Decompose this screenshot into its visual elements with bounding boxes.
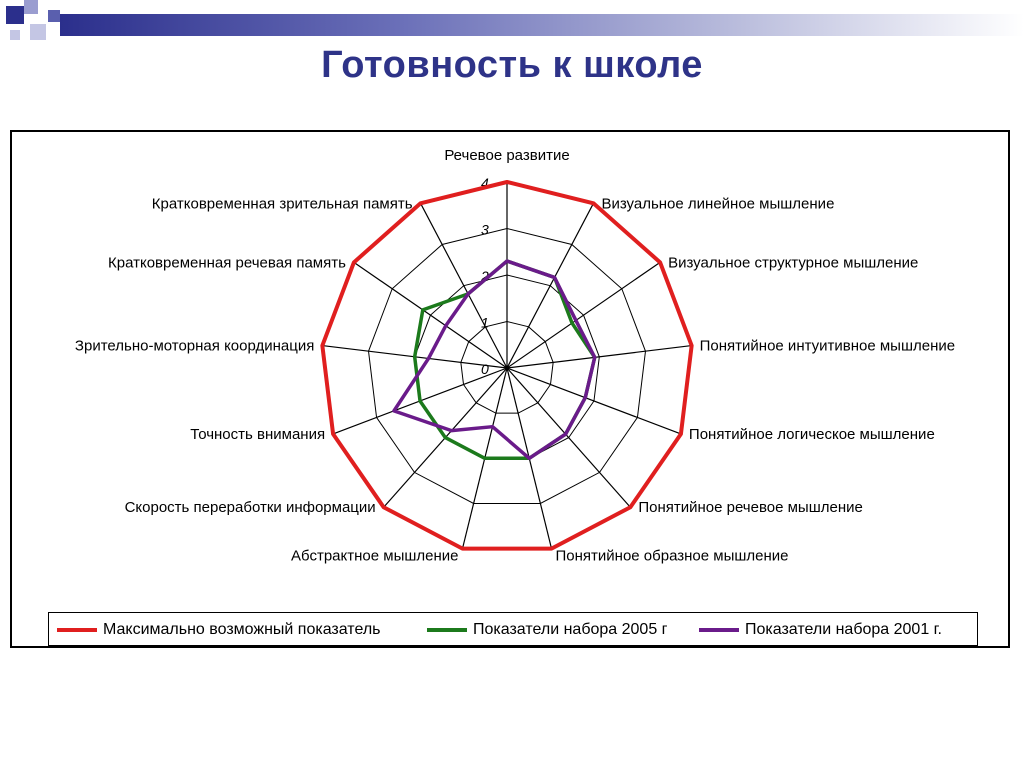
category-label-8: Скорость переработки информации xyxy=(124,499,376,517)
series-0-point-5 xyxy=(629,506,632,509)
r-tick-label-4: 4 xyxy=(481,175,489,191)
category-label-6: Понятийное образное мышление xyxy=(555,547,789,565)
series-0-point-0 xyxy=(506,181,509,184)
legend-label-max: Максимально возможный показатель xyxy=(103,621,381,638)
category-label-2: Визуальное структурное мышление xyxy=(668,254,919,272)
r-tick-label-1: 1 xyxy=(481,314,489,331)
axis-spoke-4 xyxy=(507,368,681,434)
series-2-point-1 xyxy=(553,276,556,279)
series-2-point-9 xyxy=(392,409,395,412)
series-0-point-6 xyxy=(550,547,553,550)
legend-swatch-2005 xyxy=(427,628,467,632)
series-1-point-11 xyxy=(421,308,424,311)
slide-title: Готовность к школе xyxy=(321,44,703,86)
r-tick-label-3: 3 xyxy=(481,221,489,238)
legend-label-2005: Показатели набора 2005 г xyxy=(473,621,668,638)
series-2-point-3 xyxy=(593,356,596,359)
legend-item-2001 xyxy=(699,619,942,641)
series-1-point-2 xyxy=(571,322,574,325)
legend xyxy=(48,612,978,646)
series-1-point-8 xyxy=(444,436,447,439)
category-label-10: Зрительно-моторная координация xyxy=(74,337,315,355)
category-label-4: Понятийное логическое мышление xyxy=(688,425,935,443)
legend-item-max xyxy=(57,619,381,641)
series-0-point-10 xyxy=(321,344,324,347)
category-label-12: Кратковременная зрительная память xyxy=(151,195,413,213)
category-label-1: Визуальное линейное мышление xyxy=(601,195,835,213)
series-0-point-1 xyxy=(592,202,595,205)
legend-swatch-max xyxy=(57,628,97,632)
series-2-point-0 xyxy=(506,260,509,263)
series-0-point-2 xyxy=(659,261,662,264)
series-2-point-2 xyxy=(574,319,577,322)
category-label-3: Понятийное интуитивное мышление xyxy=(699,337,956,355)
series-1-point-10 xyxy=(413,355,416,358)
series-0-point-4 xyxy=(679,432,682,435)
series-2-point-8 xyxy=(450,429,453,432)
series-0-point-11 xyxy=(352,261,355,264)
series-1-point-9 xyxy=(419,399,422,402)
series-2-point-5 xyxy=(564,433,567,436)
axis-spoke-12 xyxy=(421,203,507,368)
r-tick-label-0: 0 xyxy=(481,361,489,377)
series-0-point-3 xyxy=(690,344,693,347)
series-0-point-9 xyxy=(332,432,335,435)
series-0-point-7 xyxy=(461,547,464,550)
axis-spoke-1 xyxy=(507,203,593,368)
series-2-point-12 xyxy=(467,292,470,295)
series-1-point-7 xyxy=(483,457,486,460)
legend-label-2001: Показатели набора 2001 г. xyxy=(745,621,942,638)
category-label-7: Абстрактное мышление xyxy=(291,547,459,565)
series-2-point-11 xyxy=(444,324,447,327)
series-2-point-4 xyxy=(584,396,587,399)
series-2-point-10 xyxy=(427,357,430,360)
category-label-9: Точность внимания xyxy=(190,425,326,443)
series-0-point-8 xyxy=(382,506,385,509)
category-label-5: Понятийное речевое мышление xyxy=(638,499,863,517)
series-2-point-6 xyxy=(528,457,531,460)
legend-swatch-2001 xyxy=(699,628,739,632)
r-tick-label-2: 2 xyxy=(481,268,489,284)
category-label-0: Речевое развитие xyxy=(444,147,570,164)
legend-item-2005 xyxy=(427,619,668,641)
series-2-point-7 xyxy=(491,425,494,428)
axis-spoke-5 xyxy=(507,368,630,507)
series-0-point-12 xyxy=(419,202,422,205)
category-label-11: Кратковременная речевая память xyxy=(108,254,346,272)
